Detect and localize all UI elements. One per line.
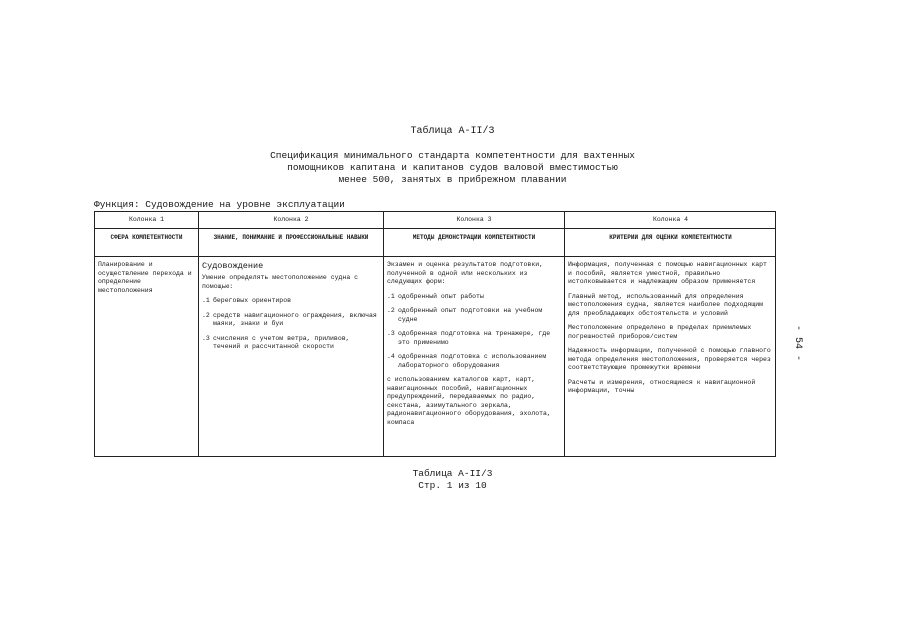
- spec-line-2: помощников капитана и капитанов судов валовой вместимостью: [287, 162, 618, 173]
- column-1-name: СФЕРА КОМПЕТЕНТНОСТИ: [95, 229, 198, 257]
- column-4-body: [565, 257, 776, 400]
- competence-table: [94, 211, 776, 457]
- function-label: Функция: Судовождение на уровне эксплуатации: [94, 199, 345, 210]
- spec-line-3: менее 500, занятых в прибрежном плавании: [338, 174, 567, 185]
- column-4-name: КРИТЕРИИ ДЛЯ ОЦЕНКИ КОМПЕТЕНТНОСТИ: [565, 229, 776, 257]
- column-2-heading: Судовождение: [202, 261, 264, 271]
- list-item: .4 одобренная подготовка с использованием лабораторного оборудования: [387, 353, 547, 369]
- footer-page-indicator: Стр. 1 из 10: [418, 480, 487, 491]
- column-2-number: Колонка 2: [199, 212, 383, 229]
- column-3-number: Колонка 3: [384, 212, 564, 229]
- column-3-name: МЕТОДЫ ДЕМОНСТРАЦИИ КОМПЕТЕНТНОСТИ: [384, 229, 564, 257]
- column-3-intro: Экзамен и оценка результатов подготовки, полученной в одной или нескольких из следующих форм:: [387, 261, 544, 285]
- column-3-body: [384, 257, 564, 431]
- list-item: .3 счисления с учетом ветра, приливов, течений и рассчитанной скорости: [202, 334, 350, 350]
- spec-line-1: Спецификация минимального стандарта компетентности для вахтенных: [270, 150, 635, 161]
- column-1: [95, 212, 199, 456]
- criteria-paragraph: Главный метод, использованный для определения местоположения судна, является наиболее подходящим для преобладающих обстоятельств и условий: [568, 292, 764, 317]
- column-2: [199, 212, 384, 456]
- column-1-number: Колонка 1: [95, 212, 198, 229]
- list-item: .3 одобренная подготовка на тренажере, где это применимо: [387, 330, 551, 346]
- criteria-paragraph: Надежность информации, полученной с помощью главного метода определения местоположения, проверяется через соответствующие промежутки времени: [568, 347, 771, 371]
- specification-title: [0, 150, 905, 186]
- list-item: .1 одобренный опыт работы: [387, 292, 484, 300]
- list-item: .2 одобренный опыт подготовки на учебном судне: [387, 307, 543, 323]
- column-2-name: ЗНАНИЕ, ПОНИМАНИЕ И ПРОФЕССИОНАЛЬНЫЕ НАВЫКИ: [199, 229, 383, 257]
- column-2-body: [199, 257, 383, 356]
- column-1-body: Планирование и осуществление перехода и определение местоположения: [98, 261, 192, 294]
- criteria-paragraph: Расчеты и измерения, относящиеся к навигационной информации, точны: [568, 378, 756, 394]
- list-item: .2 средств навигационного ограждения, включая маяки, знаки и буи: [202, 311, 377, 327]
- criteria-paragraph: Местоположение определено в пределах приемлемых погрешностей приборов/систем: [568, 324, 752, 340]
- table-title: Таблица A-II/3: [410, 126, 495, 137]
- column-4-number: Колонка 4: [565, 212, 776, 229]
- column-4: [565, 212, 776, 456]
- criteria-paragraph: Информация, полученная с помощью навигационных карт и пособий, является уместной, правильно истолковывается и надлежащим образом применяется: [568, 261, 767, 285]
- list-item: .1 береговых ориентиров: [202, 297, 292, 304]
- footer-table-title: Таблица A-II/3: [412, 468, 493, 479]
- column-3-tail: с использованием каталогов карт, карт, навигационных пособий, навигационных предупреждений, передаваемых по радио, секстана, азимутального зеркала, радионавигационного оборудования, эхолота, компаса: [387, 376, 551, 426]
- page-number: - 54 -: [792, 325, 803, 362]
- column-2-intro: Умение определять местоположение судна с помощью:: [202, 274, 359, 290]
- column-3: [384, 212, 565, 456]
